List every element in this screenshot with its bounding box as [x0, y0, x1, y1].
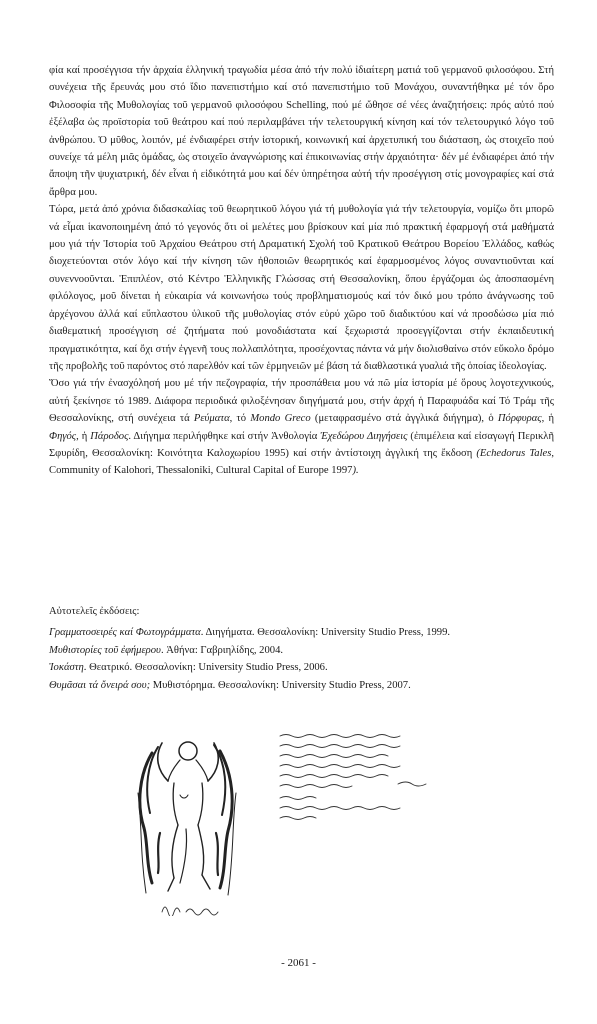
paragraph-teaching: Τώρα, μετά ἀπό χρόνια διδασκαλίας τοῦ θεωρητικοῦ λόγου γιά τή μυθολογία γιά τήν τελετουργία, νομίζω ὅτι μπορῶ νά εἶμαι ἱκανοποιημένη ἀπό τό γεγονός ὅτι οἱ μελέτες μου βρίσκουν καί μία πιό πρακτική ἐφαρμογή στά μαθήματά μου γιά τήν Ἱστορία τοῦ Ἀρχαίου Θεάτρου στή Δραματική Σχολή τοῦ Κρατικοῦ Θεάτρου Βορείου Ἑλλάδος, καθώς διοχετεύονται στόν λόγο καί τήν κίνηση τῶν ἠθοποιῶν θεωρητικός καί ἐφαρμοσμένος λόγος συναντιοῦνται καί συνεννοοῦνται. Ἐπιπλέον, στό Κέντρο Ἑλληνικῆς Γλώσσας στή Θεσσαλονίκη, ὅπου ἐργάζομαι ὡς ἀποσπασμένη φιλόλογος, μοῦ δίνεται ἡ εὐκαιρία νά κοινωνήσω τούς προβληματισμούς καί τόν δικό μου τρόπο ἀνάγνωσης τοῦ ἀρχέγονου ἀλλά καί εὔπλαστου ὑλικοῦ τῆς μυθολογίας στόν εὐρύ χῶρο τοῦ διαδικτύου καί νά προσδώσω μία πιό διαθεματική προσέγγιση σέ ζητήματα πού μονοδιάστατα καί ξεχωριστά προσεγγίζονται στήν ἐκπαιδευτική πραγματικότητα, καί ὄχι στήν ἐγγενῆ τους πολλαπλότητα, προσέχοντας πάντα νά μήν διολισθαίνω στόν εὔκολο δρόμο τῆς προβολῆς τοῦ παρόντος στό παρελθόν καί τῶν ἑρμηνειῶν μέ βάση τά διαθλαστικά γυαλιά τῆς ὁποίας ἰδεολογίας.: [49, 204, 554, 372]
handwritten-note-image: [278, 732, 438, 842]
publications-heading: Αὐτοτελεῖς ἐκδόσεις:: [49, 606, 140, 617]
page-number: - 2061 -: [281, 957, 316, 969]
paragraph-myth-philosophy: φία καί προσέγγισα τήν ἀρχαία ἑλληνική τραγωδία μέσα ἀπό τήν πολύ ἰδιαίτερη ματιά τοῦ γερμανοῦ φιλοσόφου. Στή συνέχεια τῆς ἔρευνάς μου στό ἴδιο πανεπιστήμιο καί στό πανεπιστήμιο τοῦ Μονάχου, συναντήθηκα μέ τόν ὄρο Φιλοσοφία τῆς Μυθολογίας τοῦ γερμανοῦ φιλοσόφου Schelling, πού μέ ὤθησε σέ νέες ἀναζητήσεις: πρός αὐτό πού ἐξέλαβα ὡς προϊστορία τοῦ θεάτρου καί πού περιλαμβάνει τήν τελετουργική κίνηση καί τόν τελετουργικό λόγο τοῦ ἀνθρώπου. Ὁ μῦθος, λοιπόν, μέ ἐνδιαφέρει στήν ἱστορική, κοινωνική καί ἀρχετυπική του διάσταση, ὡς στοιχεῖο πού συνείχε τά μέλη μιᾶς ὁμάδας, ὡς στοιχεῖο ἀναγνώρισης καί ἐπικοινωνίας στήν ἀρχαιότητα· δέν μέ ἐνδιαφέρει ἀπό τήν ἄποψη τῆν ψυχιατρική, δέν εἶναι ἡ εἰδικότητά μου καί δέν ὑπηρέτησα αὐτή τήν προσέγγιση στίς μονογραφίες καί στά ἄρθρα μου.: [49, 65, 554, 198]
biography-text: [49, 62, 554, 480]
publication-item: Ἰοκάστη. Θεατρικό. Θεσσαλονίκη: University Studio Press, 2006.: [49, 662, 328, 674]
artist-signature: [160, 900, 224, 916]
publication-item: Γραμματοσειρές καί Φωτογράμματα. Διηγήματα. Θεσσαλονίκη: University Studio Press, 1999.: [49, 627, 451, 639]
publications-list: [49, 603, 554, 694]
publication-item: Μυθιστορίες τοῦ ἐφήμερου. Ἀθήνα: Γαβριηλίδης, 2004.: [49, 644, 284, 656]
paragraph-prose-writing: Ὅσο γιά τήν ἐνασχόλησή μου μέ τήν πεζογραφία, τήν προσπάθεια μου νά πῶ μία ἱστορία μέ ὅρους λογοτεχνικούς, αὐτή ξεκίνησε τό 1989. Διάφορα περιοδικά φιλοξένησαν διηγήματά μου, στήν ἀρχή ἡ Παραφυάδα καί Τό Τράμ τῆς Θεσσαλονίκης, στή συνέχεια τά Ρεύματα, τό Mondo Greco (μεταφρασμένο στά ἀγγλικά διήγημα), ὁ Πόρφυρας, ἡ Φηγός, ἡ Πάροδος. Διήγημα περιλήφθηκε καί στήν Ἀνθολογία Ἐχεδώρου Διηγήσεις (ἐπιμέλεια καί εἰσαγωγή Περικλῆ Σφυρίδη, Θεσσαλονίκη: Κοινότητα Καλοχωρίου 1995) καί στήν ἀντίστοιχη ἀγγλική της ἔκδοση (Echedorus Tales, Community of Kalohori, Thessaloniki, Cultural Capital of Europe 1997).: [49, 378, 555, 477]
publication-item: Θυμᾶσαι τά ὄνειρά σου; Μυθιστόρημα. Θεσσαλονίκη: University Studio Press, 2007.: [49, 679, 411, 691]
figure-sketch-illustration: [130, 733, 245, 903]
